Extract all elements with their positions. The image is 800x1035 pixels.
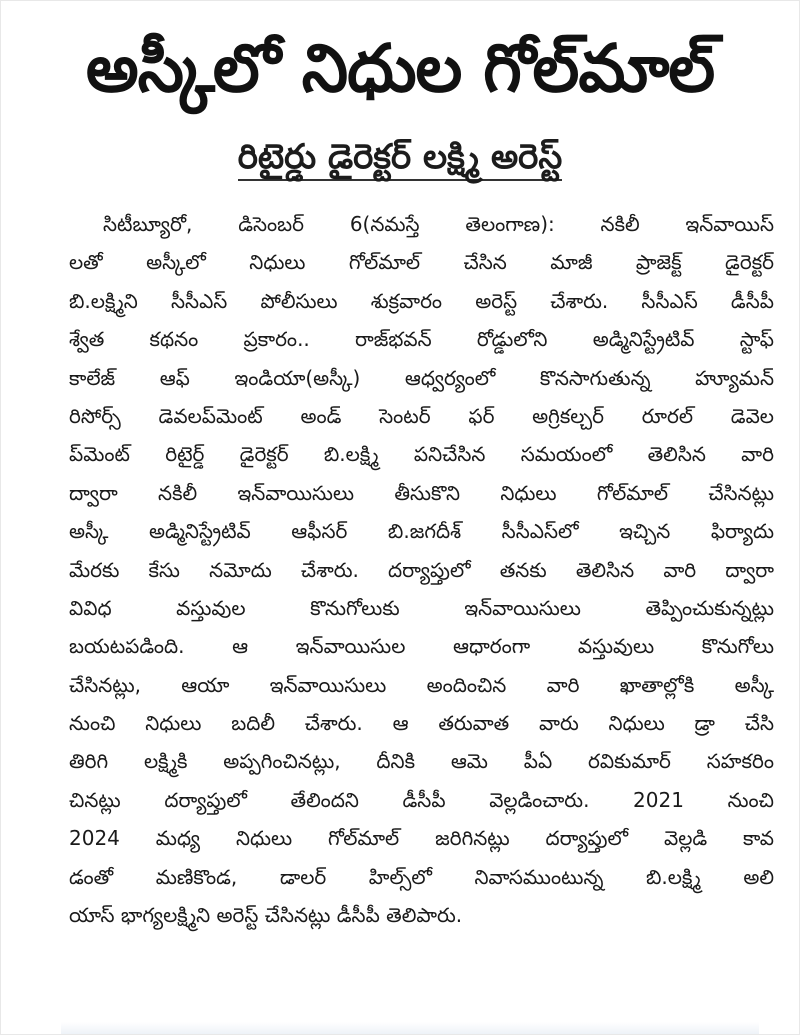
body-line: అస్కీ అడ్మినిస్ట్రేటివ్ ఆఫీసర్ బి.జగదీశ్ సీసీఎస్‌లో ఇచ్చిన ఫిర్యాదు bbox=[69, 519, 774, 544]
body-line: మేరకు కేసు నమోదు చేశారు. దర్యాప్తులో తనకు తెలిసిన వారి ద్వారా bbox=[69, 557, 774, 582]
body-line: కాలేజ్ ఆఫ్ ఇండియా(అస్కీ) ఆధ్వర్యంలో కొనసాగుతున్న హ్యూమన్ bbox=[69, 365, 774, 390]
body-line: సిటీబ్యూరో, డిసెంబర్ 6(నమస్తే తెలంగాణ): నకిలీ ఇన్‌వాయిస్ bbox=[103, 212, 774, 236]
body-line: నుంచి నిధులు బదిలీ చేశారు. ఆ తరువాత వారు నిధులు డ్రా చేసి bbox=[69, 711, 774, 736]
body-line: చినట్లు దర్యాప్తులో తేలిందని డీసీపీ వెల్లడించారు. 2021 నుంచి bbox=[69, 787, 774, 812]
headline: అస్కీలో నిధుల గోల్‌మాల్ bbox=[85, 30, 715, 107]
article-body bbox=[69, 205, 774, 934]
bottom-edge bbox=[61, 1022, 759, 1034]
body-line: చేసినట్లు, ఆయా ఇన్‌వాయిసులు అందించిన వారి ఖాతాల్లోకి అస్కీ bbox=[69, 672, 774, 697]
body-line: శ్వేత కథనం ప్రకారం.. రాజ్‌భవన్ రోడ్డులోని అడ్మినిస్ట్రేటివ్ స్టాఫ్ bbox=[69, 327, 774, 352]
body-line: వివిధ వస్తువుల కొనుగోలుకు ఇన్‌వాయిసులు తెప్పించుకున్నట్లు bbox=[69, 595, 774, 620]
body-line: 2024 మధ్య నిధులు గోల్‌మాల్ జరిగినట్లు దర్యాప్తులో వెల్లడి కావ bbox=[69, 826, 774, 851]
subheadline-wrapper bbox=[1, 129, 799, 185]
body-line: డంతో మణికొండ, డాలర్ హిల్స్‌లో నివాసముంటున్న బి.లక్ష్మి అలి bbox=[69, 864, 774, 889]
body-line: రిసోర్స్ డెవలప్‌మెంట్ అండ్ సెంటర్ ఫర్ అగ్రికల్చర్ రూరల్ డెవెల bbox=[69, 403, 774, 428]
body-line: తిరిగి లక్ష్మికి అప్పగించినట్లు, దీనికి ఆమె పీఏ రవికుమార్ సహకరిం bbox=[69, 749, 774, 774]
body-line: బి.లక్ష్మిని సీసీఎస్ పోలీసులు శుక్రవారం అరెస్ట్ చేశారు. సీసీఎస్ డీసీపీ bbox=[69, 288, 774, 313]
body-line: యాస్ భాగ్యలక్ష్మిని అరెస్ట్ చేసినట్లు డీసీపీ తెలిపారు. bbox=[69, 903, 463, 928]
body-line: ద్వారా నకిలీ ఇన్‌వాయిసులు తీసుకొని నిధులు గోల్‌మాల్ చేసినట్లు bbox=[69, 480, 774, 505]
body-line: లతో అస్కీలో నిధులు గోల్‌మాల్ చేసిన మాజీ ప్రాజెక్ట్ డైరెక్టర్ bbox=[69, 250, 774, 275]
body-line: ప్‌మెంట్ రిటైర్డ్ డైరెక్టర్ బి.లక్ష్మి పనిచేసిన సమయంలో తెలిసిన వారి bbox=[69, 442, 774, 467]
body-line: బయటపడింది. ఆ ఇన్‌వాయిసుల ఆధారంగా వస్తువులు కొనుగోలు bbox=[69, 634, 774, 659]
subheadline: రిటైర్డు డైరెక్టర్ లక్ష్మి అరెస్ట్ bbox=[238, 137, 562, 181]
